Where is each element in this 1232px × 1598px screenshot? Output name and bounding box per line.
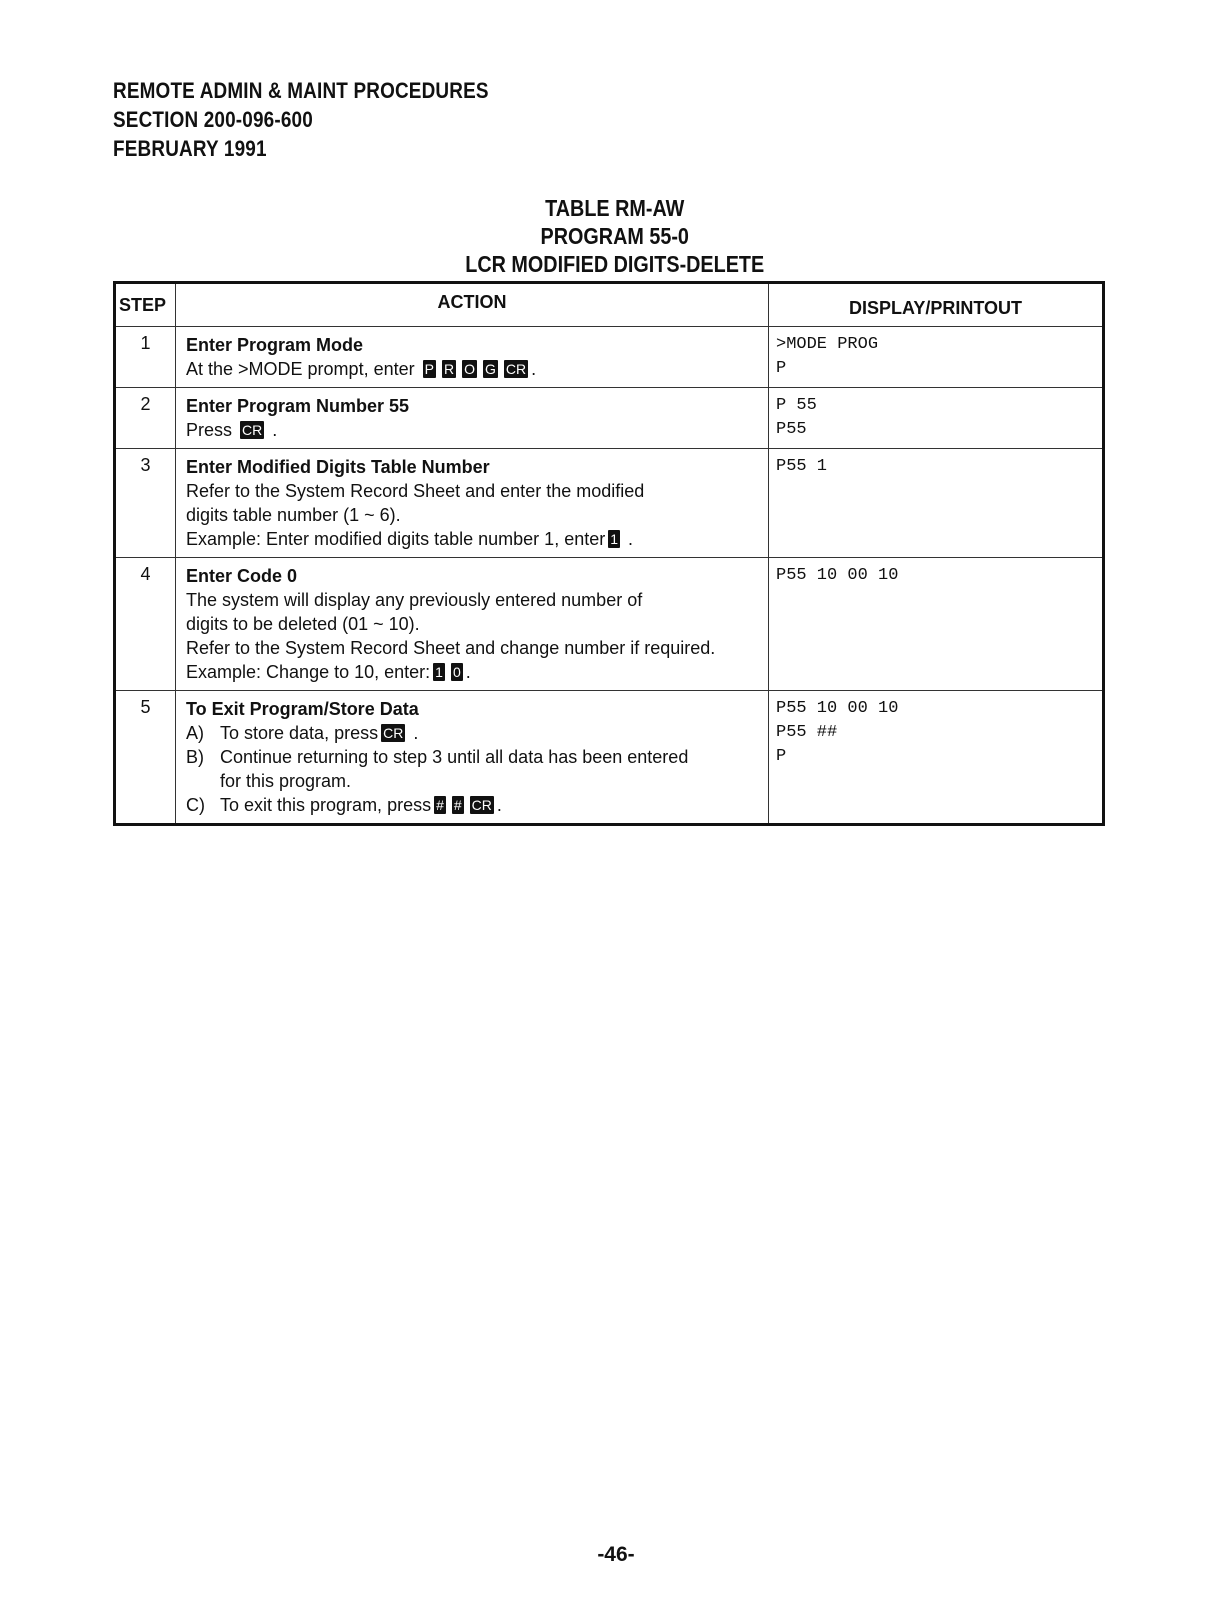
table-row [115, 691, 1104, 825]
display-line: P 55 [776, 396, 817, 415]
action-title: Enter Program Number 55 [186, 396, 410, 416]
key-p-icon: P [424, 361, 434, 377]
action-line: The system will display any previously entered number of [186, 590, 643, 610]
header-line-2: SECTION 200-096-600 [113, 107, 313, 132]
page-number: -46- [597, 1543, 635, 1566]
step-number: 1 [115, 327, 176, 388]
table-title [0, 194, 1232, 278]
table-header-row [115, 283, 1104, 327]
display-cell [769, 327, 1104, 388]
document-header [113, 76, 489, 163]
action-cell [176, 691, 769, 825]
display-line: P55 1 [776, 457, 828, 476]
display-line: P [776, 747, 787, 766]
action-line: Refer to the System Record Sheet and change number if required. [186, 638, 716, 658]
table-row [115, 558, 1104, 691]
key-r-icon: R [443, 361, 455, 377]
display-line: P [776, 359, 787, 378]
sub-step-a: A) To store data, press CR . [186, 723, 419, 743]
key-o-icon: O [464, 361, 475, 377]
column-header-step: STEP [115, 283, 176, 327]
display-line: P55 [776, 420, 807, 439]
key-1-icon: 1 [435, 664, 443, 680]
action-title: Enter Program Mode [186, 335, 364, 355]
table-row [115, 449, 1104, 558]
key-cr-icon: CR [471, 797, 492, 813]
key-cr-icon: CR [505, 361, 527, 377]
key-hash-icon: # [436, 797, 444, 813]
action-cell [176, 327, 769, 388]
table-row [115, 327, 1104, 388]
action-cell [176, 558, 769, 691]
action-cell [176, 388, 769, 449]
action-line: At the >MODE prompt, enter P R O G CR . [186, 359, 537, 379]
title-line-1: TABLE RM-AW [545, 195, 685, 221]
key-cr-icon: CR [242, 422, 263, 438]
column-header-display: DISPLAY/PRINTOUT [769, 283, 1104, 327]
display-line: P55 ## [776, 723, 838, 742]
key-g-icon: G [484, 361, 496, 377]
action-title: Enter Code 0 [186, 566, 298, 586]
sub-step-b: B) Continue returning to step 3 until all data has been entered for this program. [186, 747, 689, 791]
header-line-1: REMOTE ADMIN & MAINT PROCEDURES [113, 78, 489, 103]
header-line-3: FEBRUARY 1991 [113, 136, 267, 161]
display-line: P55 10 00 10 [776, 699, 899, 718]
title-line-2: PROGRAM 55-0 [540, 223, 689, 249]
key-cr-icon: CR [383, 725, 404, 741]
action-title: To Exit Program/Store Data [186, 699, 419, 719]
action-line: Refer to the System Record Sheet and enter the modified [186, 481, 645, 501]
action-cell [176, 449, 769, 558]
procedure-table [113, 281, 1105, 826]
action-line: Example: Change to 10, enter: 1 0 . [186, 662, 471, 682]
display-line: >MODE PROG [776, 335, 879, 354]
table-row [115, 388, 1104, 449]
display-cell [769, 388, 1104, 449]
display-line: P55 10 00 10 [776, 566, 899, 585]
display-cell [769, 558, 1104, 691]
step-number: 3 [115, 449, 176, 558]
column-header-action: ACTION [176, 283, 769, 327]
action-line: digits table number (1 ~ 6). [186, 505, 401, 525]
key-hash-icon: # [453, 797, 462, 813]
step-number: 5 [115, 691, 176, 825]
display-cell [769, 449, 1104, 558]
key-1-icon: 1 [610, 531, 619, 547]
key-0-icon: 0 [452, 664, 461, 680]
step-number: 4 [115, 558, 176, 691]
action-line: Press CR . [186, 420, 278, 440]
sub-step-c: C) To exit this program, press # # CR . [186, 795, 502, 815]
display-cell [769, 691, 1104, 825]
title-line-3: LCR MODIFIED DIGITS-DELETE [465, 251, 765, 277]
action-line: digits to be deleted (01 ~ 10). [186, 614, 420, 634]
action-title: Enter Modified Digits Table Number [186, 457, 490, 477]
action-line: Example: Enter modified digits table number 1, enter 1 . [186, 529, 634, 549]
step-number: 2 [115, 388, 176, 449]
